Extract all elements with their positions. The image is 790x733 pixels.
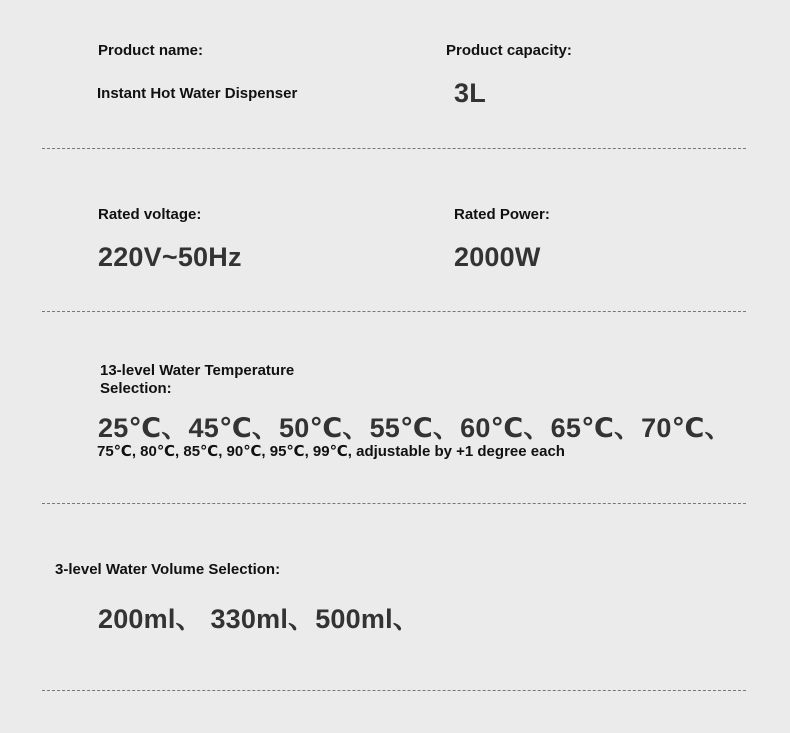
rated-power-label: Rated Power: [454, 206, 550, 223]
product-capacity-label: Product capacity: [446, 42, 572, 59]
volume-label: 3-level Water Volume Selection: [55, 561, 281, 578]
divider [42, 690, 746, 691]
rated-voltage-label: Rated voltage: [98, 206, 202, 223]
volume-values: 200ml、 330ml、500ml、 [98, 604, 420, 634]
temperature-label-line1: 13-level Water Temperature [100, 362, 295, 379]
rated-voltage-value: 220V~50Hz [98, 242, 242, 272]
divider [42, 503, 746, 504]
temperature-values-more: 75℃, 80℃, 85℃, 90℃, 95℃, 99℃, adjustable by +1 degree each [97, 443, 565, 460]
rated-power-value: 2000W [454, 242, 541, 272]
product-name-label: Product name: [98, 42, 204, 59]
product-capacity-value: 3L [454, 78, 486, 108]
divider [42, 148, 746, 149]
product-name-value: Instant Hot Water Dispenser [97, 85, 298, 102]
divider [42, 311, 746, 312]
temperature-label-line2: Selection: [100, 380, 172, 397]
temperature-values-main: 25℃、45℃、50℃、55℃、60℃、65℃、70℃、 [98, 413, 732, 443]
